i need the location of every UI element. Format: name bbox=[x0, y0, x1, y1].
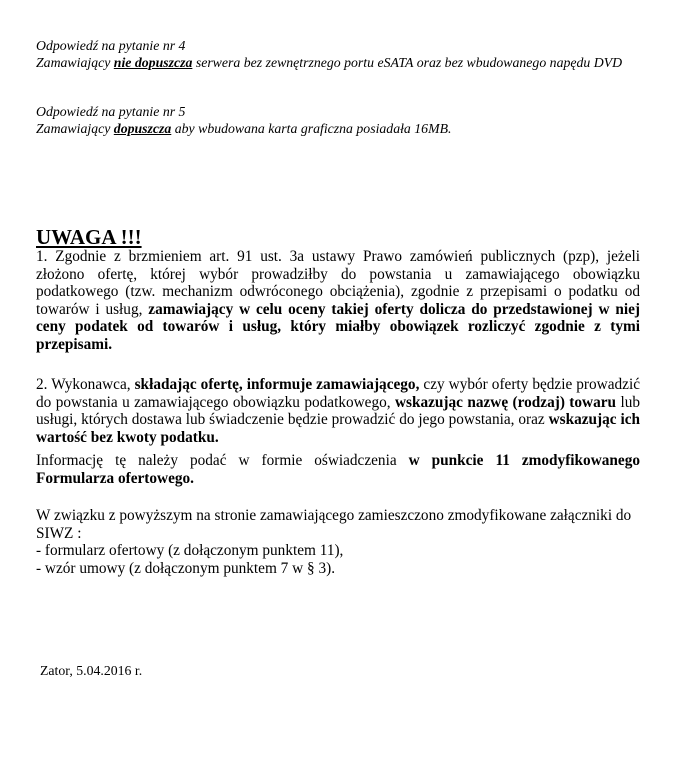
answer-4-title: Odpowiedź na pytanie nr 4 bbox=[36, 38, 186, 53]
notice-heading: UWAGA !!! bbox=[36, 225, 142, 249]
attachments-section bbox=[36, 507, 640, 577]
place-date: Zator, 5.04.2016 r. bbox=[40, 663, 143, 678]
attachment-item: - formularz ofertowy (z dołączonym punktem 11), bbox=[36, 542, 344, 559]
notice-point-1 bbox=[36, 248, 640, 353]
answer-4 bbox=[36, 38, 640, 71]
answer-5-title: Odpowiedź na pytanie nr 5 bbox=[36, 104, 186, 119]
attachment-item: - wzór umowy (z dołączonym punktem 7 w § 3). bbox=[36, 559, 336, 577]
point-1-text: 1. Zgodnie z brzmieniem art. 91 ust. 3a ustawy Prawo zamówień publicznych (pzp), jeżeli złożono ofertę, której wybór prowadziłby do powstania u zamawiającego obowiązku podatkowego (tzw. mechanizm odwróconego obciążenia), zgodnie z przepisami o podatku od towarów i usług, bbox=[36, 248, 640, 318]
answer-5 bbox=[36, 104, 640, 137]
point-2-bold-2: wskazując nazwę (rodzaj) towaru bbox=[394, 393, 617, 411]
notice-info bbox=[36, 452, 640, 487]
point-2-text-2: czy wybór oferty będzie prowadzić do powstania u zamawiającego obowiązku podatkowego, bbox=[36, 376, 640, 411]
point-1-bold: zamawiający w celu oceny takiej oferty dolicza do przedstawionej w niej ceny podatek od towarów i usług, który miałby obowiązek rozliczyć zgodnie z tymi przepisami. bbox=[36, 300, 640, 353]
notice-point-2 bbox=[36, 376, 640, 446]
answer-4-prefix: Zamawiający bbox=[36, 54, 114, 70]
answer-4-emphasis: nie dopuszcza bbox=[113, 54, 193, 70]
point-2-text-1: 2. Wykonawca, bbox=[36, 376, 135, 393]
info-bold: w punkcie 11 zmodyfikowanego Formularza ofertowego. bbox=[36, 452, 640, 487]
info-text: Informację tę należy podać w formie oświadczenia bbox=[36, 452, 409, 469]
answer-5-suffix: aby wbudowana karta graficzna posiadała 16MB. bbox=[171, 120, 452, 136]
answer-5-prefix: Zamawiający bbox=[36, 120, 114, 136]
answer-4-suffix: serwera bez zewnętrznego portu eSATA oraz bez wbudowanego napędu DVD bbox=[192, 54, 623, 70]
point-2-text-3: lub usługi, których dostawa lub świadczenie będzie prowadzić do jego powstania, oraz bbox=[36, 393, 640, 428]
answer-5-emphasis: dopuszcza bbox=[113, 120, 172, 136]
point-2-bold-1: składając ofertę, informuje zamawiającego, bbox=[134, 376, 420, 393]
attachments-intro: W związku z powyższym na stronie zamawiającego zamieszczono zmodyfikowane załączniki do SIWZ : bbox=[36, 507, 632, 542]
point-2-bold-3: wskazując ich wartość bez kwoty podatku. bbox=[36, 411, 640, 446]
